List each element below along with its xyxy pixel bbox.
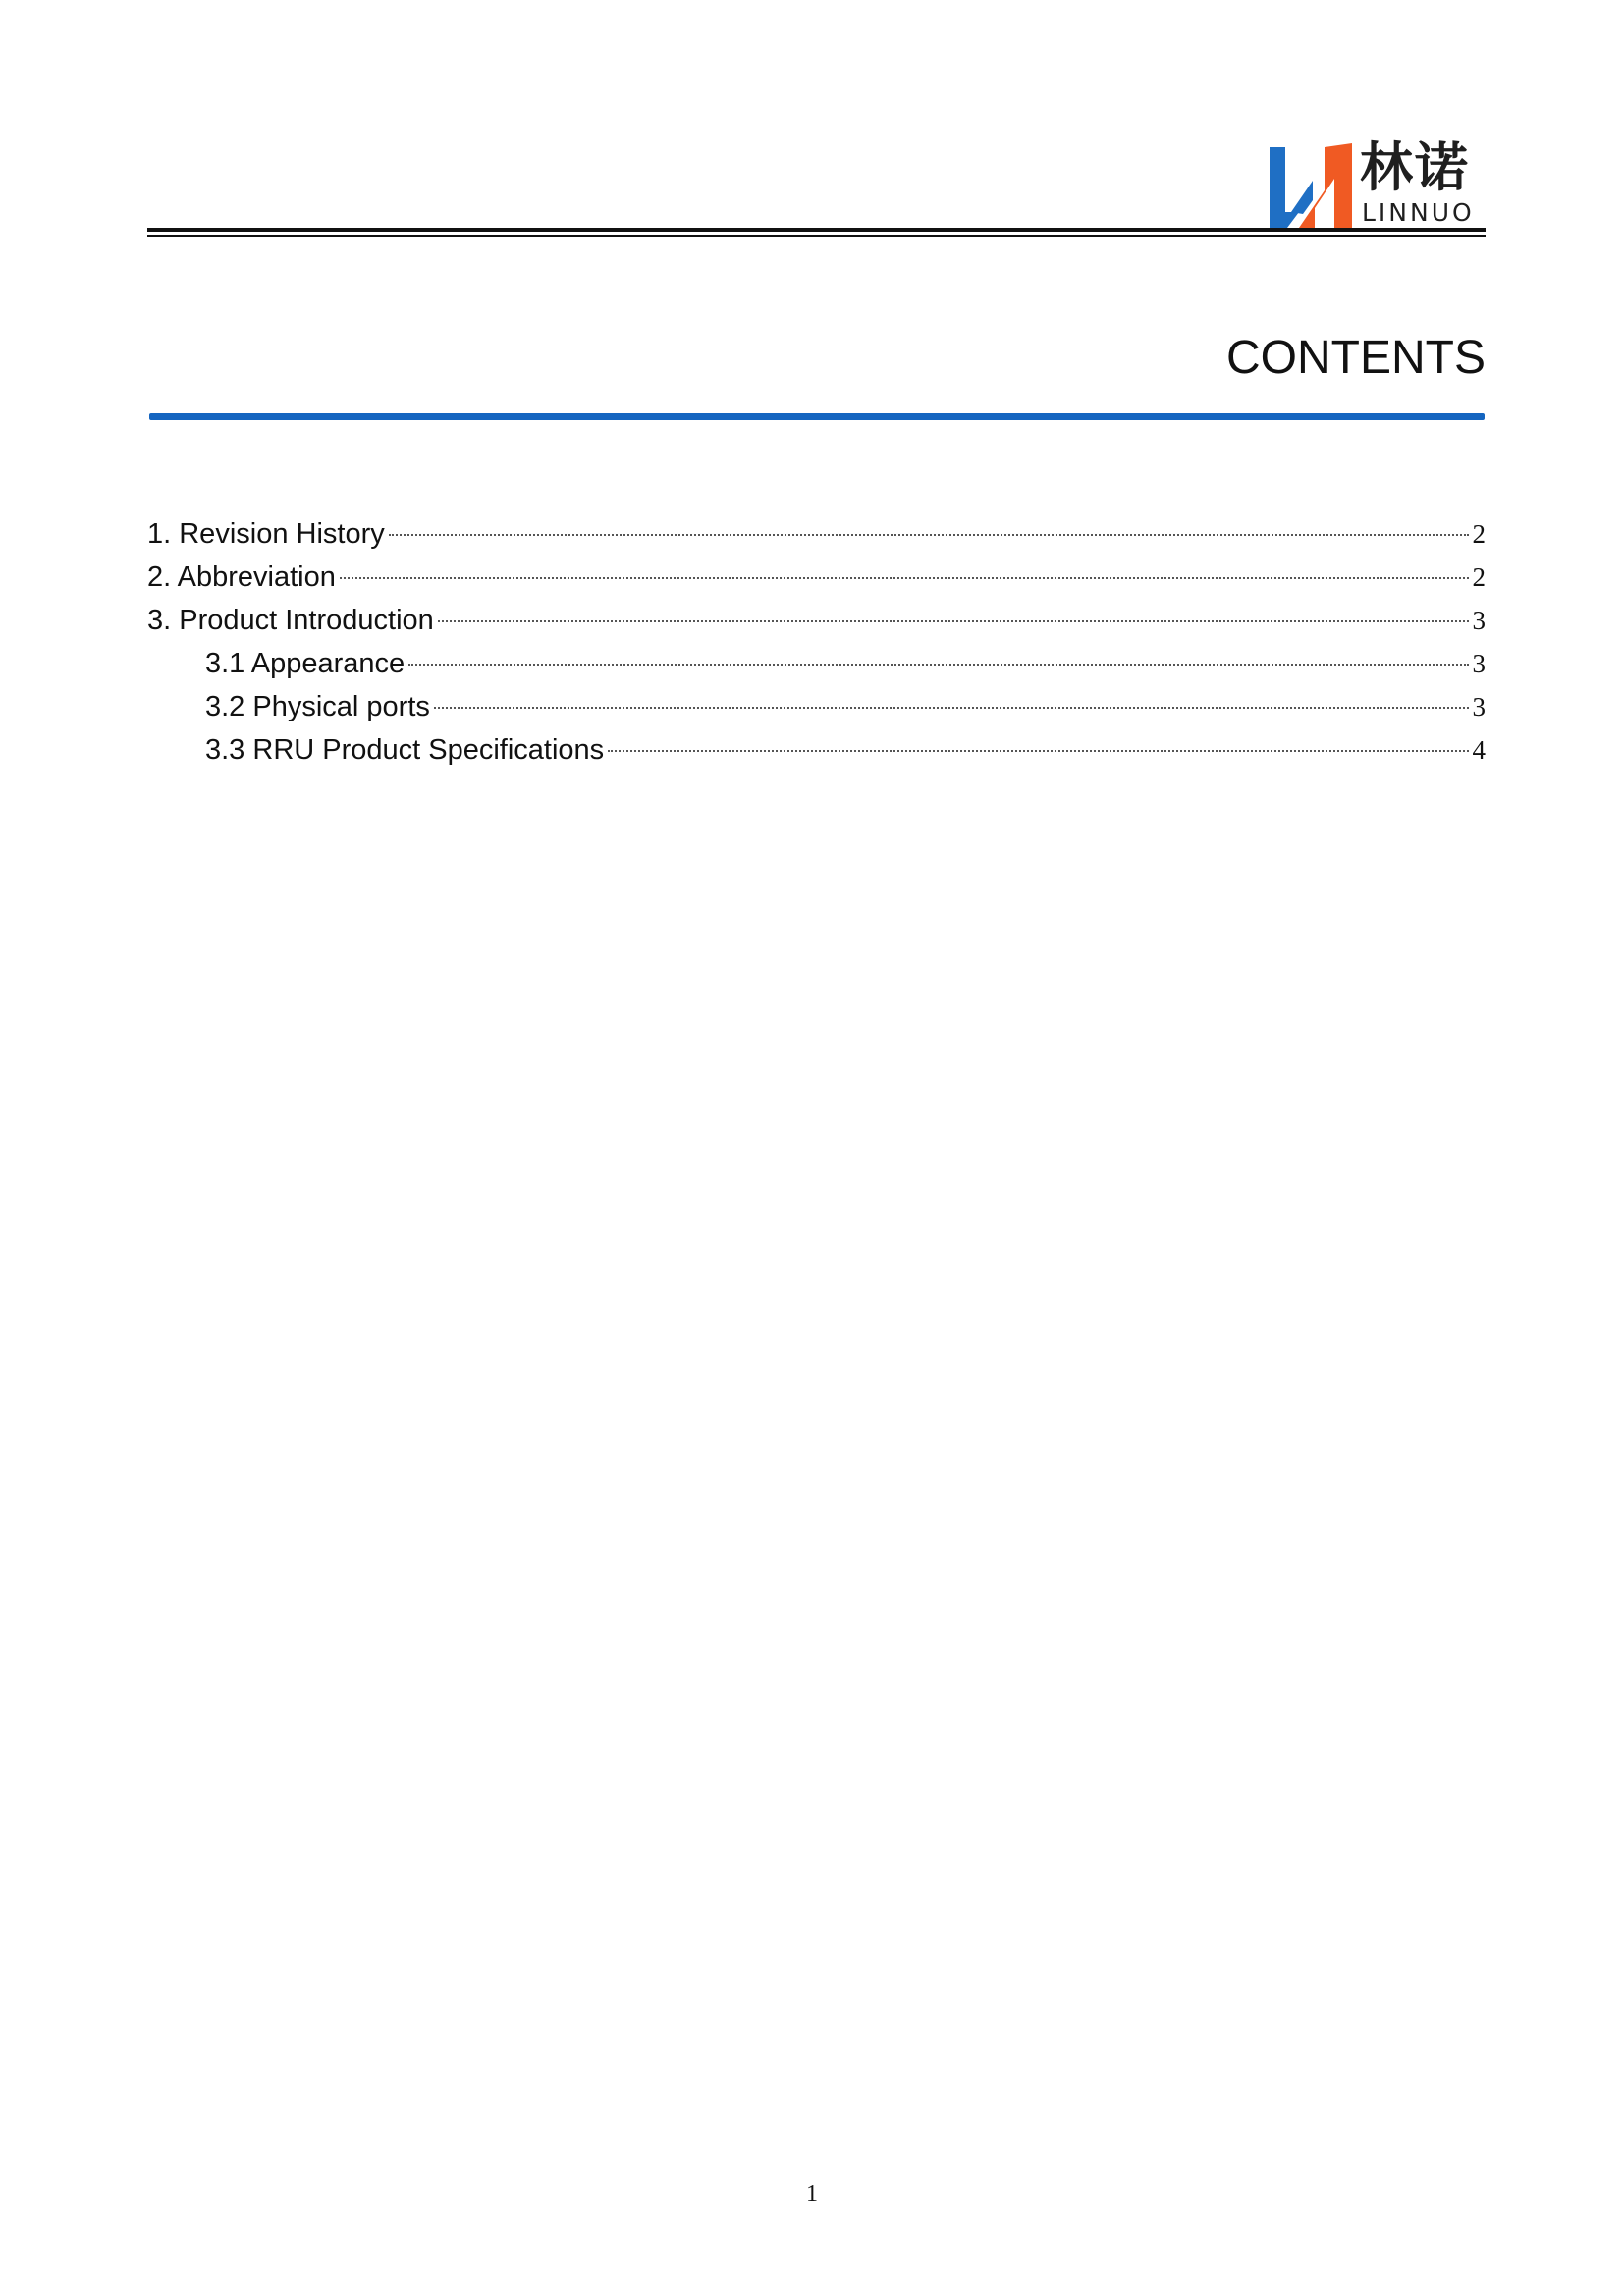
toc-entry-page: 3 bbox=[1472, 606, 1486, 635]
toc-entry-physical-ports[interactable] bbox=[147, 685, 1486, 728]
toc-entry-label: 3.1 Appearance bbox=[205, 648, 406, 679]
page-number: 1 bbox=[806, 2181, 818, 2207]
linnuo-logo-mark-icon bbox=[1270, 143, 1352, 228]
toc-entry-label: 3. Product Introduction bbox=[147, 605, 434, 636]
logo-english-name: LINNUO bbox=[1362, 198, 1475, 227]
page-title: CONTENTS bbox=[1226, 332, 1486, 384]
toc-dot-leader bbox=[340, 577, 1469, 579]
toc-entry-page: 3 bbox=[1472, 649, 1486, 678]
title-underline bbox=[149, 413, 1485, 420]
header-rule-thin bbox=[147, 235, 1486, 237]
toc-entry-label: 1. Revision History bbox=[147, 518, 385, 550]
toc-entry-rru-product-specifications[interactable] bbox=[147, 728, 1486, 772]
toc-entry-abbreviation[interactable] bbox=[147, 556, 1486, 599]
toc-dot-leader bbox=[389, 534, 1469, 536]
header-rule-thick bbox=[147, 228, 1486, 232]
toc-entry-page: 2 bbox=[1472, 562, 1486, 592]
company-logo bbox=[1270, 136, 1486, 230]
toc-entry-label: 3.3 RRU Product Specifications bbox=[205, 734, 605, 766]
table-of-contents bbox=[147, 512, 1486, 772]
toc-entry-page: 3 bbox=[1472, 692, 1486, 721]
toc-dot-leader bbox=[434, 707, 1469, 709]
toc-entry-page: 2 bbox=[1472, 519, 1486, 549]
logo-chinese-name: 林诺 bbox=[1360, 136, 1470, 198]
toc-entry-page: 4 bbox=[1472, 735, 1486, 765]
toc-dot-leader bbox=[438, 620, 1469, 622]
toc-entry-revision-history[interactable] bbox=[147, 512, 1486, 556]
toc-entry-appearance[interactable] bbox=[147, 642, 1486, 685]
toc-entry-product-introduction[interactable] bbox=[147, 599, 1486, 642]
toc-dot-leader bbox=[608, 750, 1468, 752]
toc-dot-leader bbox=[408, 664, 1468, 666]
toc-entry-label: 2. Abbreviation bbox=[147, 561, 336, 593]
toc-entry-label: 3.2 Physical ports bbox=[205, 691, 430, 722]
